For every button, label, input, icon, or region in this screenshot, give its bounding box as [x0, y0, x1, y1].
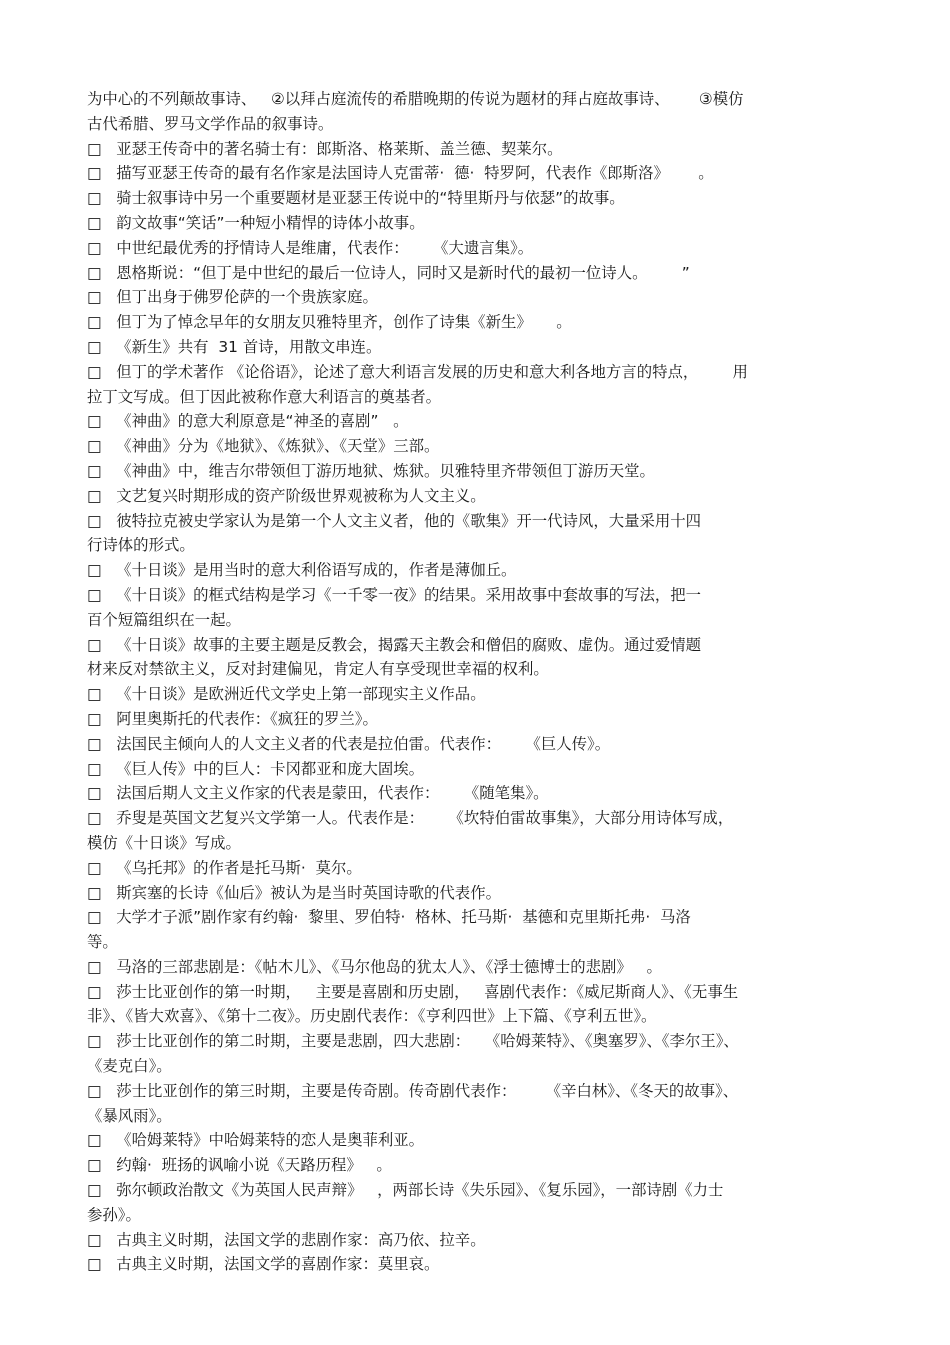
text-line: □ 但丁的学术著作 《论俗语》，论述了意大利语言发展的历史和意大利各地方言的特点， 用 [87, 362, 748, 381]
text-line: □ 但丁出身于佛罗伦萨的一个贵族家庭。 [87, 288, 378, 307]
text-line: □ 阿里奥斯托的代表作：《疯狂的罗兰》。 [87, 709, 378, 728]
text-line: 《暴风雨》。 [87, 1106, 172, 1125]
text-line: □ 但丁为了悼念早年的女朋友贝雅特里齐，创作了诗集《新生》 。 [87, 313, 572, 332]
text-line: □ 《神曲》中，维吉尔带领但丁游历地狱、炼狱。贝雅特里齐带领但丁游历天堂。 [87, 461, 655, 480]
text-line: □ 古典主义时期，法国文学的悲剧作家：高乃依、拉辛。 [87, 1230, 486, 1249]
text-line: 模仿《十日谈》写成。 [87, 833, 241, 852]
text-line: □ 《十日谈》的框式结构是学习《一千零一夜》的结果。采用故事中套故事的写法，把一 [87, 585, 702, 604]
text-line: □ 《神曲》的意大利原意是“神圣的喜剧” 。 [87, 412, 409, 431]
text-line: □ 韵文故事“笑话”一种短小精悍的诗体小故事。 [87, 213, 425, 232]
text-line: 参孙》。 [87, 1205, 141, 1224]
text-line: □ 骑士叙事诗中另一个重要题材是亚瑟王传说中的“特里斯丹与依瑟”的故事。 [87, 189, 625, 208]
text-line: □ 恩格斯说：“但丁是中世纪的最后一位诗人，同时又是新时代的最初一位诗人。 ” [87, 263, 690, 282]
text-line: □ 乔叟是英国文艺复兴文学第一人。代表作是： 《坎特伯雷故事集》，大部分用诗体写成， [87, 809, 734, 828]
text-line: □ 大学才子派”剧作家有约翰· 黎里、罗伯特· 格林、托马斯· 基德和克里斯托弗· 马洛 [87, 908, 691, 927]
text-line: □ 描写亚瑟王传奇的最有名作家是法国诗人克雷蒂· 德· 特罗阿，代表作《郎斯洛》 。 [87, 164, 714, 183]
text-line: 古代希腊、罗马文学作品的叙事诗。 [87, 114, 334, 133]
text-line: □ 《巨人传》中的巨人：卡冈都亚和庞大固埃。 [87, 759, 425, 778]
text-line: 拉丁文写成。但丁因此被称作意大利语言的奠基者。 [87, 387, 441, 406]
text-line: 等。 [87, 933, 118, 952]
text-line: □ 《乌托邦》的作者是托马斯· 莫尔。 [87, 858, 362, 877]
text-line: □ 莎士比亚创作的第一时期， 主要是喜剧和历史剧， 喜剧代表作：《威尼斯商人》、《无事生 [87, 982, 739, 1001]
text-line: □ 中世纪最优秀的抒情诗人是维庸，代表作： 《大遗言集》。 [87, 238, 534, 257]
text-line: 《麦克白》。 [87, 1057, 172, 1076]
text-line: 为中心的不列颠故事诗、 ②以拜占庭流传的希腊晚期的传说为题材的拜占庭故事诗、 ③模仿 [87, 90, 744, 108]
text-line: □ 莎士比亚创作的第二时期，主要是悲剧，四大悲剧： 《哈姆莱特》、《奥塞罗》、《李尔王》、 [87, 1032, 739, 1051]
text-line: 行诗体的形式。 [87, 536, 195, 555]
text-line: □ 斯宾塞的长诗《仙后》被认为是当时英国诗歌的代表作。 [87, 883, 501, 902]
text-line: □ 马洛的三部悲剧是：《帖木儿》、《马尔他岛的犹太人》、《浮士德博士的悲剧》 。 [87, 957, 662, 976]
text-line: □ 古典主义时期，法国文学的喜剧作家：莫里哀。 [87, 1255, 440, 1274]
text-line: 百个短篇组织在一起。 [87, 610, 241, 629]
text-line: □ 《哈姆莱特》中哈姆莱特的恋人是奥菲利亚。 [87, 1131, 425, 1150]
document-page [87, 87, 855, 1277]
text-line: □ 《十日谈》是欧洲近代文学史上第一部现实主义作品。 [87, 685, 486, 704]
text-line: □ 文艺复兴时期形成的资产阶级世界观被称为人文主义。 [87, 486, 486, 505]
text-line: □ 莎士比亚创作的第三时期，主要是传奇剧。传奇剧代表作： 《辛白林》、《冬天的故事》、 [87, 1081, 739, 1100]
text-line: □ 彼特拉克被史学家认为是第一个人文主义者，他的《歌集》开一代诗风，大量采用十四 [87, 511, 702, 530]
text-line: □ 《十日谈》故事的主要主题是反教会，揭露天主教会和僧侣的腐败、虚伪。通过爱情题 [87, 635, 702, 654]
text-line: □ 亚瑟王传奇中的著名骑士有：郎斯洛、格莱斯、盖兰德、契莱尔。 [87, 139, 563, 158]
text-line: 材来反对禁欲主义，反对封建偏见，肯定人有享受现世幸福的权利。 [87, 660, 549, 679]
text-line: □ 约翰· 班扬的讽喻小说《天路历程》 。 [87, 1156, 392, 1175]
text-line: □ 《新生》共有 31 首诗，用散文串连。 [87, 337, 382, 356]
text-line: □ 《十日谈》是用当时的意大利俗语写成的，作者是薄伽丘。 [87, 561, 517, 580]
text-line: □ 法国后期人文主义作家的代表是蒙田，代表作： 《随笔集》。 [87, 784, 549, 803]
text-line: 非》、《皆大欢喜》、《第十二夜》。历史剧代表作：《亨利四世》上下篇、《亨利五世》。 [87, 1007, 657, 1026]
text-line: □ 弥尔顿政治散文《为英国人民声辩》 ，两部长诗《失乐园》、《复乐园》，一部诗剧《力士 [87, 1181, 724, 1200]
text-line: □ 《神曲》分为《地狱》、《炼狱》、《天堂》三部。 [87, 437, 440, 456]
text-line: □ 法国民主倾向人的人文主义者的代表是拉伯雷。代表作： 《巨人传》。 [87, 734, 611, 753]
